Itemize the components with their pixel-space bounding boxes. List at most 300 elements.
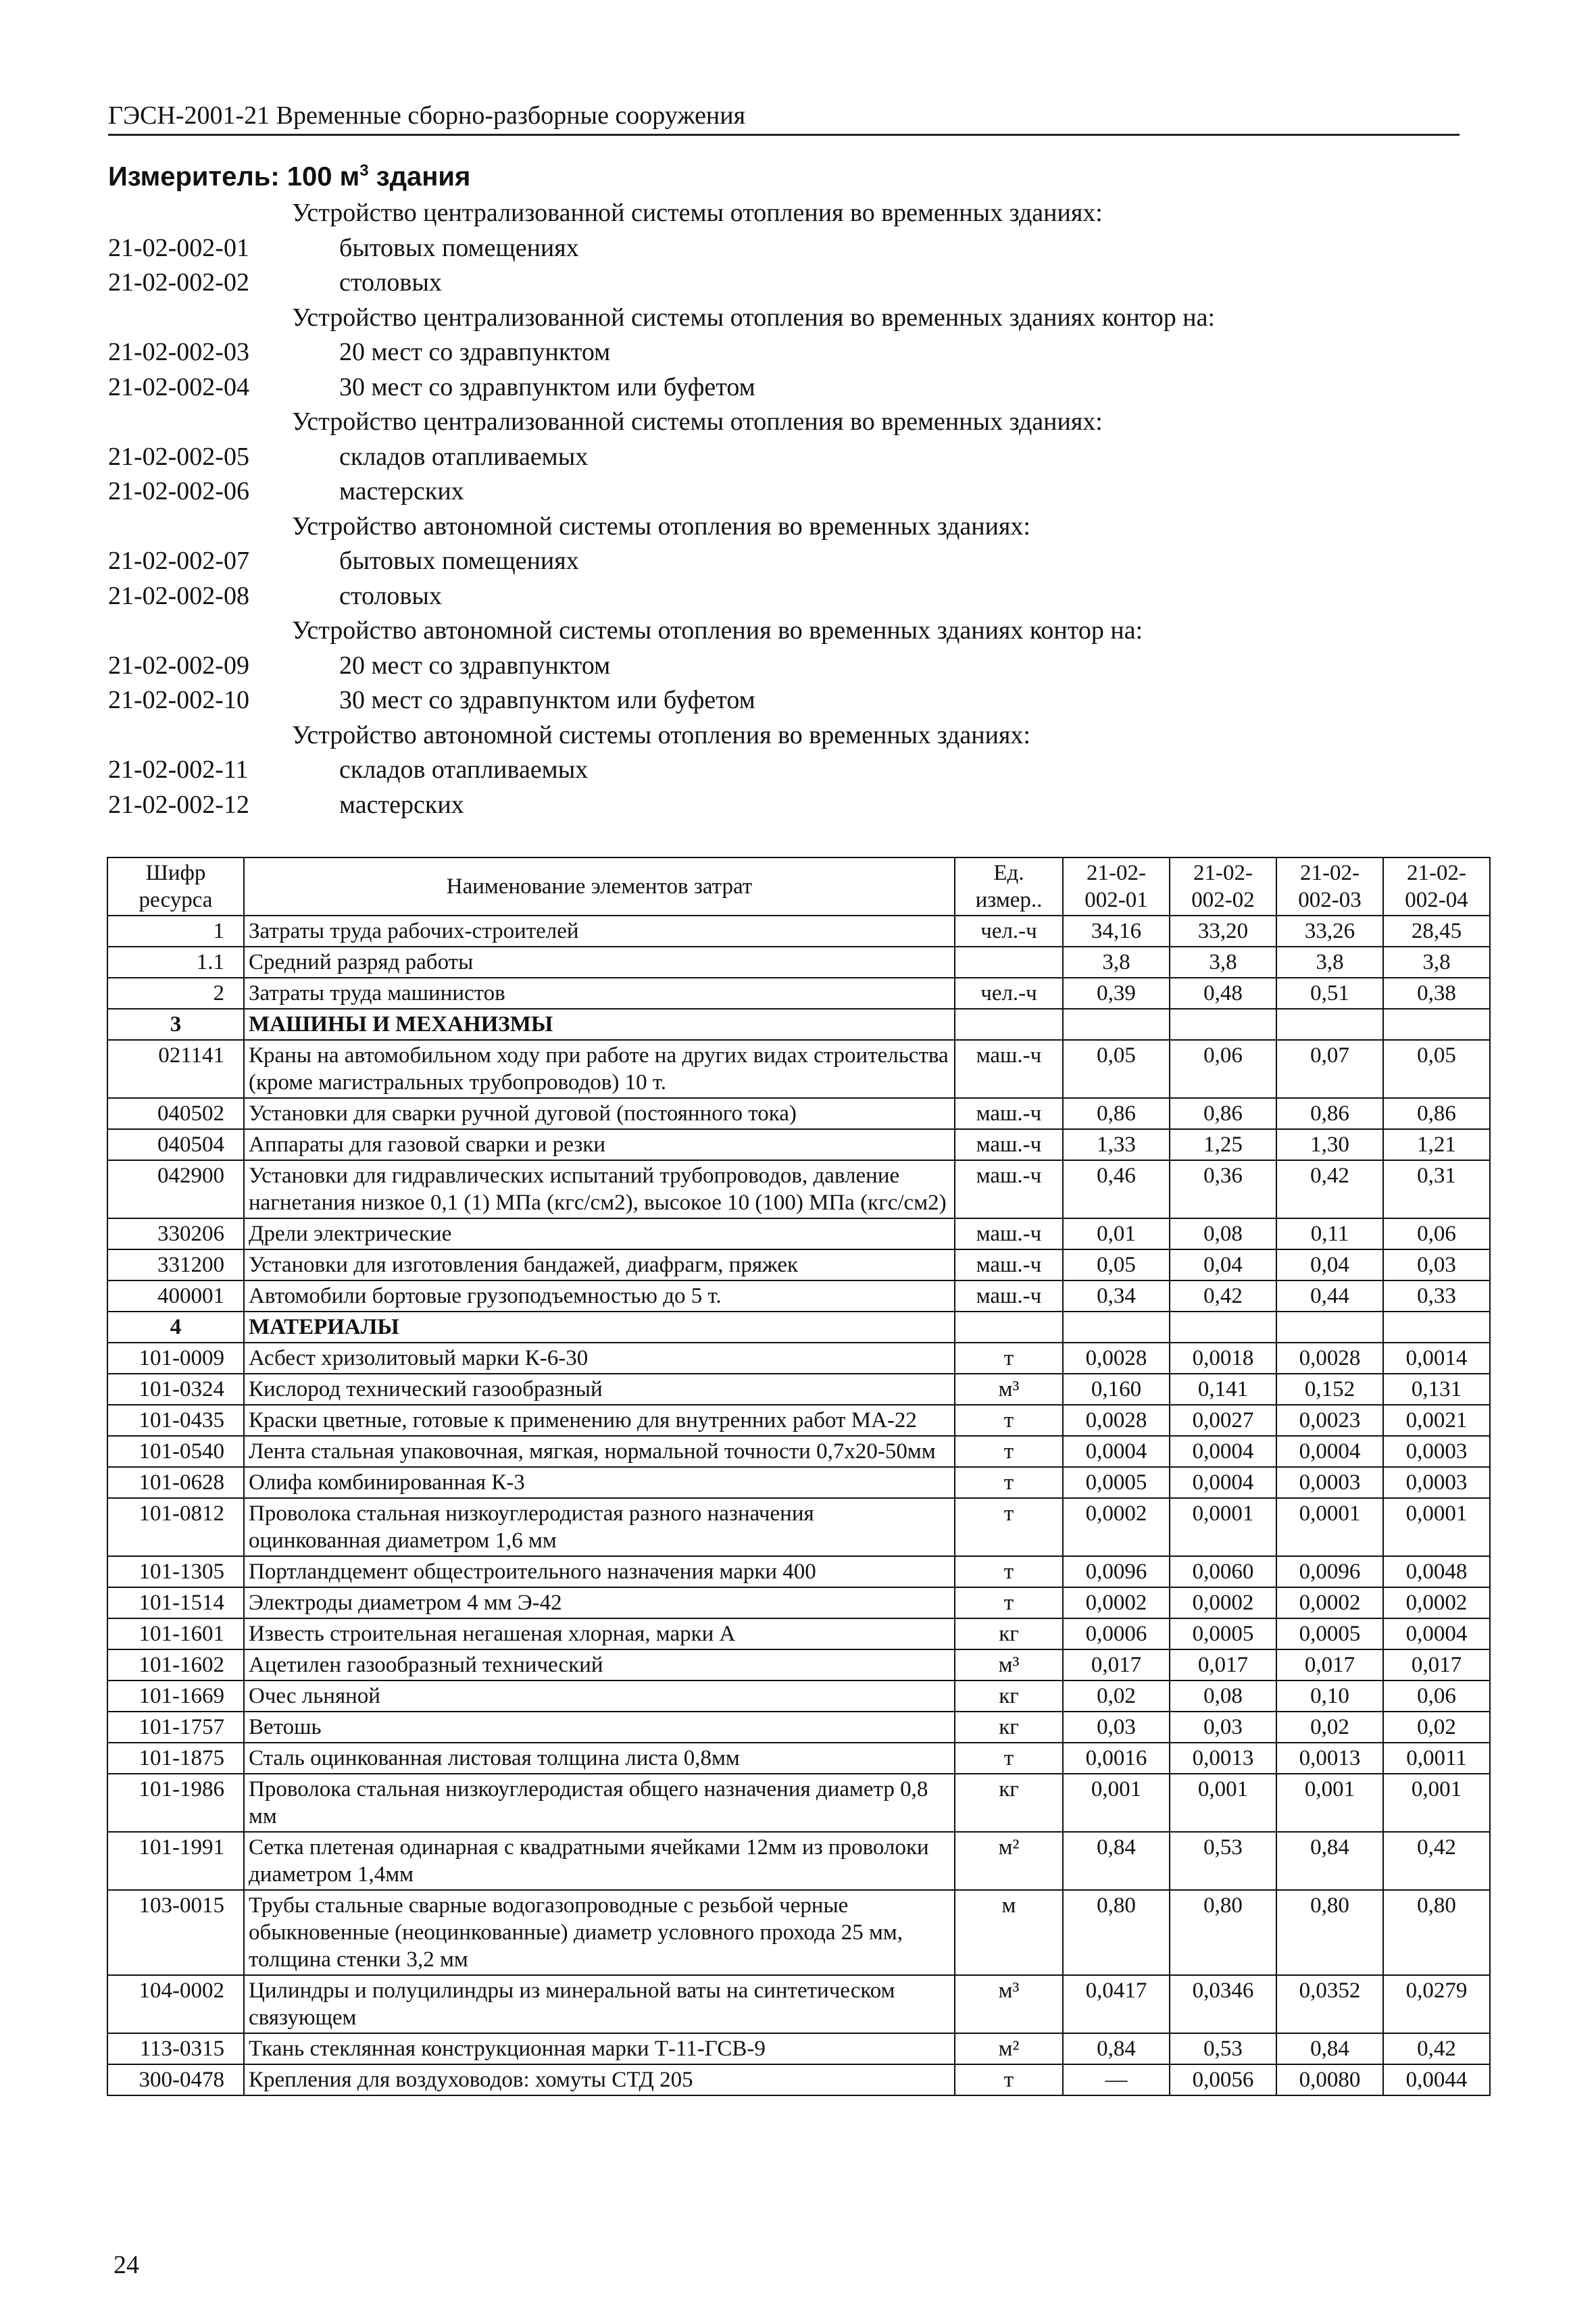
norm-group-heading bbox=[108, 614, 1460, 649]
norm-code: 21-02-002-06 bbox=[108, 477, 249, 505]
cell-value: 0,86 bbox=[1383, 1098, 1490, 1129]
cell-name: Крепления для воздуховодов: хомуты СТД 205 bbox=[244, 2064, 955, 2095]
cell-value: 0,05 bbox=[1063, 1249, 1170, 1280]
header-unit: Ед. измер.. bbox=[955, 857, 1063, 916]
norm-group-heading bbox=[108, 301, 1460, 336]
cell-value: 0,0002 bbox=[1063, 1498, 1170, 1556]
table-row bbox=[107, 1405, 1490, 1436]
cell-code: 3 bbox=[107, 1009, 244, 1040]
cell-value: 0,017 bbox=[1063, 1649, 1170, 1681]
cell-name: Цилиндры и полуцилиндры из минеральной ваты на синтетическом связующем bbox=[244, 1975, 955, 2033]
cell-value: 0,39 bbox=[1063, 978, 1170, 1009]
cell-value: 0,44 bbox=[1276, 1280, 1383, 1312]
cell-value: 0,53 bbox=[1170, 1832, 1276, 1890]
table-row bbox=[107, 1498, 1490, 1556]
cell-value: 0,001 bbox=[1383, 1774, 1490, 1832]
cell-value: 0,0004 bbox=[1170, 1467, 1276, 1498]
norm-item bbox=[108, 370, 1460, 405]
cell-code: 1 bbox=[107, 916, 244, 947]
page-number: 24 bbox=[114, 2251, 139, 2279]
cell-value: 0,08 bbox=[1170, 1681, 1276, 1712]
cell-value: 1,21 bbox=[1383, 1129, 1490, 1160]
cell-unit: т bbox=[955, 1498, 1063, 1556]
norm-item bbox=[108, 788, 1460, 823]
cell-value bbox=[1063, 1009, 1170, 1040]
cell-name: Затраты труда рабочих-строителей bbox=[244, 916, 955, 947]
table-row bbox=[107, 1160, 1490, 1218]
header-name: Наименование элементов затрат bbox=[244, 857, 955, 916]
cell-value: 0,0023 bbox=[1276, 1405, 1383, 1436]
cell-value: 0,0018 bbox=[1170, 1343, 1276, 1374]
cell-value: 0,51 bbox=[1276, 978, 1383, 1009]
cell-value: 0,03 bbox=[1383, 1249, 1490, 1280]
cell-value: 0,001 bbox=[1063, 1774, 1170, 1832]
cell-name: Проволока стальная низкоуглеродистая разного назначения оцинкованная диаметром 1,6 мм bbox=[244, 1498, 955, 1556]
cell-unit: т bbox=[955, 1467, 1063, 1498]
cell-value: 3,8 bbox=[1383, 947, 1490, 978]
table-row bbox=[107, 1280, 1490, 1312]
norm-item-text: столовых bbox=[339, 268, 442, 297]
cell-value: 0,02 bbox=[1276, 1712, 1383, 1743]
header-col-4: 21-02-002-04 bbox=[1383, 857, 1490, 916]
cell-value: 0,0080 bbox=[1276, 2064, 1383, 2095]
norm-item bbox=[108, 231, 1460, 266]
cell-name: Дрели электрические bbox=[244, 1218, 955, 1249]
cell-unit: м³ bbox=[955, 1649, 1063, 1681]
cell-value: 0,53 bbox=[1170, 2033, 1276, 2064]
cell-value: 0,0002 bbox=[1170, 1587, 1276, 1618]
header-col-3: 21-02-002-03 bbox=[1276, 857, 1383, 916]
cell-value: 0,001 bbox=[1276, 1774, 1383, 1832]
norm-item-text: 30 мест со здравпунктом или буфетом bbox=[339, 686, 755, 714]
norm-code: 21-02-002-05 bbox=[108, 442, 249, 471]
norm-group-text: Устройство централизованной системы отопления во временных зданиях: bbox=[292, 407, 1103, 436]
norm-item bbox=[108, 474, 1460, 509]
cell-value: 0,131 bbox=[1383, 1374, 1490, 1405]
cell-value: 0,0004 bbox=[1170, 1436, 1276, 1467]
cell-value bbox=[1170, 1312, 1276, 1343]
cell-value: 34,16 bbox=[1063, 916, 1170, 947]
cell-unit: м² bbox=[955, 1832, 1063, 1890]
cell-value bbox=[1383, 1009, 1490, 1040]
norm-code: 21-02-002-10 bbox=[108, 686, 249, 714]
cell-name: Кислород технический газообразный bbox=[244, 1374, 955, 1405]
cell-code: 1.1 bbox=[107, 947, 244, 978]
cell-name: Олифа комбинированная К-3 bbox=[244, 1467, 955, 1498]
table-row bbox=[107, 1436, 1490, 1467]
table-row bbox=[107, 1040, 1490, 1098]
table-row bbox=[107, 1618, 1490, 1649]
cell-value: 0,0001 bbox=[1383, 1498, 1490, 1556]
cell-value: 0,0002 bbox=[1063, 1587, 1170, 1618]
cell-unit: маш.-ч bbox=[955, 1040, 1063, 1098]
cell-value: 0,001 bbox=[1170, 1774, 1276, 1832]
cell-value: 0,42 bbox=[1383, 2033, 1490, 2064]
cell-unit: маш.-ч bbox=[955, 1280, 1063, 1312]
cell-value: 0,04 bbox=[1276, 1249, 1383, 1280]
cell-name: Портландцемент общестроительного назначения марки 400 bbox=[244, 1556, 955, 1587]
cell-code: 104-0002 bbox=[107, 1975, 244, 2033]
cell-value: 0,01 bbox=[1063, 1218, 1170, 1249]
norm-list bbox=[108, 196, 1460, 822]
table-row bbox=[107, 1129, 1490, 1160]
norm-item bbox=[108, 683, 1460, 718]
cell-name: МАТЕРИАЛЫ bbox=[244, 1312, 955, 1343]
cell-value: 0,05 bbox=[1383, 1040, 1490, 1098]
cell-value: 0,86 bbox=[1276, 1098, 1383, 1129]
cell-name: Известь строительная негашеная хлорная, марки А bbox=[244, 1618, 955, 1649]
cell-code: 2 bbox=[107, 978, 244, 1009]
cell-value: 0,84 bbox=[1063, 1832, 1170, 1890]
cell-code: 101-0435 bbox=[107, 1405, 244, 1436]
page-header: ГЭСН-2001-21 Временные сборно-разборные сооружения bbox=[108, 100, 1460, 136]
cell-value: 0,0417 bbox=[1063, 1975, 1170, 2033]
table-row bbox=[107, 1649, 1490, 1681]
table-row bbox=[107, 1343, 1490, 1374]
cell-value: 0,06 bbox=[1383, 1681, 1490, 1712]
cell-value: 0,80 bbox=[1276, 1890, 1383, 1975]
cell-value: 0,04 bbox=[1170, 1249, 1276, 1280]
cell-value: 0,0003 bbox=[1383, 1467, 1490, 1498]
cell-code: 042900 bbox=[107, 1160, 244, 1218]
cell-value: 0,42 bbox=[1383, 1832, 1490, 1890]
cell-unit: м² bbox=[955, 2033, 1063, 2064]
norm-item bbox=[108, 579, 1460, 614]
cell-name: Установки для гидравлических испытаний трубопроводов, давление нагнетания низкое 0,1 (1) МПа (кгс/см2), высокое 10 (100) МПа (кгс/см2) bbox=[244, 1160, 955, 1218]
cell-name: Очес льняной bbox=[244, 1681, 955, 1712]
cell-value: 0,80 bbox=[1170, 1890, 1276, 1975]
cell-code: 101-1757 bbox=[107, 1712, 244, 1743]
cell-value: 0,38 bbox=[1383, 978, 1490, 1009]
resource-table bbox=[107, 857, 1491, 2096]
cell-name: Ацетилен газообразный технический bbox=[244, 1649, 955, 1681]
cell-name: Краски цветные, готовые к применению для внутренних работ МА-22 bbox=[244, 1405, 955, 1436]
cell-value: 0,46 bbox=[1063, 1160, 1170, 1218]
norm-group-text: Устройство централизованной системы отопления во временных зданиях: bbox=[292, 199, 1103, 227]
cell-value: 1,30 bbox=[1276, 1129, 1383, 1160]
cell-code: 101-1875 bbox=[107, 1743, 244, 1774]
cell-code: 330206 bbox=[107, 1218, 244, 1249]
cell-value: 0,34 bbox=[1063, 1280, 1170, 1312]
cell-unit: м³ bbox=[955, 1374, 1063, 1405]
cell-value: 0,017 bbox=[1170, 1649, 1276, 1681]
cell-value: 0,07 bbox=[1276, 1040, 1383, 1098]
cell-value bbox=[1276, 1009, 1383, 1040]
norm-group-heading bbox=[108, 405, 1460, 440]
cell-unit: т bbox=[955, 1436, 1063, 1467]
cell-code: 101-1991 bbox=[107, 1832, 244, 1890]
cell-code: 021141 bbox=[107, 1040, 244, 1098]
cell-value: 0,0005 bbox=[1063, 1467, 1170, 1498]
cell-unit: маш.-ч bbox=[955, 1218, 1063, 1249]
norm-item bbox=[108, 753, 1460, 788]
norm-group-text: Устройство автономной системы отопления во временных зданиях: bbox=[292, 512, 1030, 541]
cell-value: 0,0003 bbox=[1383, 1436, 1490, 1467]
cell-value: 0,02 bbox=[1383, 1712, 1490, 1743]
cell-code: 101-1602 bbox=[107, 1649, 244, 1681]
cell-name: Лента стальная упаковочная, мягкая, нормальной точности 0,7х20-50мм bbox=[244, 1436, 955, 1467]
cell-value: 0,80 bbox=[1383, 1890, 1490, 1975]
cell-value: 0,0048 bbox=[1383, 1556, 1490, 1587]
table-row bbox=[107, 1743, 1490, 1774]
cell-code: 101-1986 bbox=[107, 1774, 244, 1832]
table-row bbox=[107, 2064, 1490, 2095]
table-row bbox=[107, 916, 1490, 947]
cell-code: 300-0478 bbox=[107, 2064, 244, 2095]
table-row bbox=[107, 1467, 1490, 1498]
cell-name: Установки для изготовления бандажей, диафрагм, пряжек bbox=[244, 1249, 955, 1280]
cell-value: 0,0028 bbox=[1063, 1405, 1170, 1436]
norm-item-text: бытовых помещениях bbox=[339, 233, 579, 262]
cell-code: 101-1305 bbox=[107, 1556, 244, 1587]
cell-value: 0,11 bbox=[1276, 1218, 1383, 1249]
norm-item bbox=[108, 649, 1460, 684]
table-section-row bbox=[107, 1009, 1490, 1040]
cell-name: МАШИНЫ И МЕХАНИЗМЫ bbox=[244, 1009, 955, 1040]
cell-value: 0,0044 bbox=[1383, 2064, 1490, 2095]
table-row bbox=[107, 978, 1490, 1009]
cell-value: 0,08 bbox=[1170, 1218, 1276, 1249]
norm-code: 21-02-002-02 bbox=[108, 268, 249, 297]
cell-unit: т bbox=[955, 2064, 1063, 2095]
norm-item-text: мастерских bbox=[339, 790, 464, 819]
cell-value: 0,06 bbox=[1170, 1040, 1276, 1098]
cell-code: 040504 bbox=[107, 1129, 244, 1160]
cell-code: 103-0015 bbox=[107, 1890, 244, 1975]
cell-value: 0,42 bbox=[1170, 1280, 1276, 1312]
cell-value: 0,0002 bbox=[1276, 1587, 1383, 1618]
cell-value: 0,05 bbox=[1063, 1040, 1170, 1098]
cell-value: 0,0016 bbox=[1063, 1743, 1170, 1774]
norm-code: 21-02-002-12 bbox=[108, 790, 249, 819]
cell-value: 28,45 bbox=[1383, 916, 1490, 947]
cell-value: 3,8 bbox=[1276, 947, 1383, 978]
cell-value: 0,0003 bbox=[1276, 1467, 1383, 1498]
cell-value: 0,33 bbox=[1383, 1280, 1490, 1312]
norm-item bbox=[108, 440, 1460, 475]
cell-value: 0,0001 bbox=[1170, 1498, 1276, 1556]
cell-name: Установки для сварки ручной дуговой (постоянного тока) bbox=[244, 1098, 955, 1129]
norm-code: 21-02-002-07 bbox=[108, 547, 249, 575]
cell-code: 400001 bbox=[107, 1280, 244, 1312]
norm-code: 21-02-002-09 bbox=[108, 651, 249, 680]
cell-value: 0,06 bbox=[1383, 1218, 1490, 1249]
norm-item-text: складов отапливаемых bbox=[339, 442, 589, 471]
cell-value: 0,0027 bbox=[1170, 1405, 1276, 1436]
cell-value: 0,0060 bbox=[1170, 1556, 1276, 1587]
norm-item-text: бытовых помещениях bbox=[339, 547, 579, 575]
cell-value: 0,48 bbox=[1170, 978, 1276, 1009]
cell-value bbox=[1170, 1009, 1276, 1040]
cell-value: 0,03 bbox=[1063, 1712, 1170, 1743]
norm-group-heading bbox=[108, 718, 1460, 753]
cell-value: 0,10 bbox=[1276, 1681, 1383, 1712]
cell-unit: м bbox=[955, 1890, 1063, 1975]
cell-value: 0,80 bbox=[1063, 1890, 1170, 1975]
cell-name: Ветошь bbox=[244, 1712, 955, 1743]
cell-code: 101-1669 bbox=[107, 1681, 244, 1712]
cell-value bbox=[1063, 1312, 1170, 1343]
cell-value: 0,86 bbox=[1063, 1098, 1170, 1129]
table-row bbox=[107, 1975, 1490, 2033]
cell-unit: т bbox=[955, 1343, 1063, 1374]
cell-unit bbox=[955, 1009, 1063, 1040]
cell-name: Проволока стальная низкоуглеродистая общего назначения диаметр 0,8 мм bbox=[244, 1774, 955, 1832]
cell-code: 040502 bbox=[107, 1098, 244, 1129]
cell-value: 33,20 bbox=[1170, 916, 1276, 947]
cell-unit: маш.-ч bbox=[955, 1129, 1063, 1160]
cell-value: 0,84 bbox=[1276, 1832, 1383, 1890]
cell-value: 0,03 bbox=[1170, 1712, 1276, 1743]
cell-value: 0,0279 bbox=[1383, 1975, 1490, 2033]
cell-unit: маш.-ч bbox=[955, 1249, 1063, 1280]
header-code: Шифр ресурса bbox=[107, 857, 244, 916]
cell-value: 0,160 bbox=[1063, 1374, 1170, 1405]
cell-name: Ткань стеклянная конструкционная марки Т-11-ГСВ-9 bbox=[244, 2033, 955, 2064]
cell-value bbox=[1383, 1312, 1490, 1343]
norm-item-text: 30 мест со здравпунктом или буфетом bbox=[339, 372, 755, 401]
norm-code: 21-02-002-08 bbox=[108, 581, 249, 610]
cell-value: 0,0013 bbox=[1276, 1743, 1383, 1774]
norm-item bbox=[108, 544, 1460, 579]
norm-code: 21-02-002-11 bbox=[108, 755, 249, 784]
cell-value: 0,0001 bbox=[1276, 1498, 1383, 1556]
cell-unit: маш.-ч bbox=[955, 1160, 1063, 1218]
cell-value: 0,152 bbox=[1276, 1374, 1383, 1405]
cell-value: 0,0028 bbox=[1276, 1343, 1383, 1374]
cell-value: 0,0056 bbox=[1170, 2064, 1276, 2095]
norm-group-heading bbox=[108, 196, 1460, 231]
cell-value: 0,84 bbox=[1276, 2033, 1383, 2064]
cell-name: Асбест хризолитовый марки К-6-30 bbox=[244, 1343, 955, 1374]
cell-value: 0,0352 bbox=[1276, 1975, 1383, 2033]
cell-name: Затраты труда машинистов bbox=[244, 978, 955, 1009]
cell-unit: т bbox=[955, 1556, 1063, 1587]
table-row bbox=[107, 1681, 1490, 1712]
cell-value: 0,0006 bbox=[1063, 1618, 1170, 1649]
cell-value: 0,86 bbox=[1170, 1098, 1276, 1129]
cell-unit: т bbox=[955, 1405, 1063, 1436]
norm-group-text: Устройство автономной системы отопления во временных зданиях: bbox=[292, 720, 1030, 749]
cell-code: 331200 bbox=[107, 1249, 244, 1280]
cell-value: 0,0004 bbox=[1276, 1436, 1383, 1467]
cell-name: Краны на автомобильном ходу при работе на других видах строительства (кроме магистральных трубопроводов) 10 т. bbox=[244, 1040, 955, 1098]
table-section-row bbox=[107, 1312, 1490, 1343]
norm-item-text: складов отапливаемых bbox=[339, 755, 589, 784]
table-row bbox=[107, 1098, 1490, 1129]
cell-value: 3,8 bbox=[1170, 947, 1276, 978]
cell-unit: т bbox=[955, 1743, 1063, 1774]
cell-code: 113-0315 bbox=[107, 2033, 244, 2064]
cell-value: 0,84 bbox=[1063, 2033, 1170, 2064]
cell-value: 0,0013 bbox=[1170, 1743, 1276, 1774]
norm-group-text: Устройство автономной системы отопления во временных зданиях контор на: bbox=[292, 616, 1143, 645]
cell-unit: м³ bbox=[955, 1975, 1063, 2033]
cell-value: 1,25 bbox=[1170, 1129, 1276, 1160]
cell-value: 0,0346 bbox=[1170, 1975, 1276, 2033]
norm-group-heading bbox=[108, 509, 1460, 545]
cell-value: 0,0004 bbox=[1383, 1618, 1490, 1649]
cell-name: Сталь оцинкованная листовая толщина листа 0,8мм bbox=[244, 1743, 955, 1774]
cell-unit: чел.-ч bbox=[955, 978, 1063, 1009]
table-row bbox=[107, 1374, 1490, 1405]
norm-item-text: 20 мест со здравпунктом bbox=[339, 651, 611, 680]
cell-value: 0,02 bbox=[1063, 1681, 1170, 1712]
table-row bbox=[107, 1774, 1490, 1832]
cell-value: 0,0005 bbox=[1170, 1618, 1276, 1649]
cell-name: Аппараты для газовой сварки и резки bbox=[244, 1129, 955, 1160]
cell-unit: кг bbox=[955, 1681, 1063, 1712]
cell-code: 101-0009 bbox=[107, 1343, 244, 1374]
cell-unit: кг bbox=[955, 1712, 1063, 1743]
cell-value: 3,8 bbox=[1063, 947, 1170, 978]
cell-unit: маш.-ч bbox=[955, 1098, 1063, 1129]
cell-code: 101-0324 bbox=[107, 1374, 244, 1405]
cell-code: 101-0628 bbox=[107, 1467, 244, 1498]
table-row bbox=[107, 1712, 1490, 1743]
cell-unit bbox=[955, 947, 1063, 978]
cell-unit: кг bbox=[955, 1774, 1063, 1832]
cell-value: — bbox=[1063, 2064, 1170, 2095]
table-row bbox=[107, 1249, 1490, 1280]
table-row bbox=[107, 1832, 1490, 1890]
header-col-2: 21-02-002-02 bbox=[1170, 857, 1276, 916]
cell-value: 0,0014 bbox=[1383, 1343, 1490, 1374]
cell-value: 0,42 bbox=[1276, 1160, 1383, 1218]
norm-code: 21-02-002-04 bbox=[108, 372, 249, 401]
cell-code: 101-0812 bbox=[107, 1498, 244, 1556]
norm-group-text: Устройство централизованной системы отопления во временных зданиях контор на: bbox=[292, 303, 1216, 332]
cell-code: 101-1601 bbox=[107, 1618, 244, 1649]
cell-unit: кг bbox=[955, 1618, 1063, 1649]
cell-code: 101-0540 bbox=[107, 1436, 244, 1467]
cell-value bbox=[1276, 1312, 1383, 1343]
cell-unit: т bbox=[955, 1587, 1063, 1618]
cell-value: 0,017 bbox=[1276, 1649, 1383, 1681]
cell-unit: чел.-ч bbox=[955, 916, 1063, 947]
cell-name: Средний разряд работы bbox=[244, 947, 955, 978]
meter-title: Измеритель: 100 $м^3$ здания bbox=[108, 161, 471, 192]
cell-value: 0,0096 bbox=[1276, 1556, 1383, 1587]
cell-name: Сетка плетеная одинарная с квадратными ячейками 12мм из проволоки диаметром 1,4мм bbox=[244, 1832, 955, 1890]
cell-value: 0,0011 bbox=[1383, 1743, 1490, 1774]
cell-name: Электроды диаметром 4 мм Э-42 bbox=[244, 1587, 955, 1618]
table-row bbox=[107, 1218, 1490, 1249]
cell-value: 0,017 bbox=[1383, 1649, 1490, 1681]
cell-value: 0,31 bbox=[1383, 1160, 1490, 1218]
table-body bbox=[107, 916, 1490, 2095]
cell-value: 0,0004 bbox=[1063, 1436, 1170, 1467]
norm-item bbox=[108, 335, 1460, 370]
table-row bbox=[107, 947, 1490, 978]
norm-code: 21-02-002-03 bbox=[108, 338, 249, 366]
table-row bbox=[107, 1556, 1490, 1587]
cell-value: 0,0002 bbox=[1383, 1587, 1490, 1618]
cell-value: 0,0021 bbox=[1383, 1405, 1490, 1436]
norm-item-text: столовых bbox=[339, 581, 442, 610]
cell-value: 0,0028 bbox=[1063, 1343, 1170, 1374]
cell-value: 33,26 bbox=[1276, 916, 1383, 947]
norm-item-text: 20 мест со здравпунктом bbox=[339, 338, 611, 366]
cell-value: 0,0005 bbox=[1276, 1618, 1383, 1649]
table-header-row bbox=[107, 857, 1490, 916]
norm-code: 21-02-002-01 bbox=[108, 233, 249, 262]
cell-code: 4 bbox=[107, 1312, 244, 1343]
cell-name: Трубы стальные сварные водогазопроводные с резьбой черные обыкновенные (неоцинкованные) диаметр условного прохода 25 мм, толщина стенки 3,2 мм bbox=[244, 1890, 955, 1975]
cell-unit bbox=[955, 1312, 1063, 1343]
cell-code: 101-1514 bbox=[107, 1587, 244, 1618]
header-col-1: 21-02-002-01 bbox=[1063, 857, 1170, 916]
